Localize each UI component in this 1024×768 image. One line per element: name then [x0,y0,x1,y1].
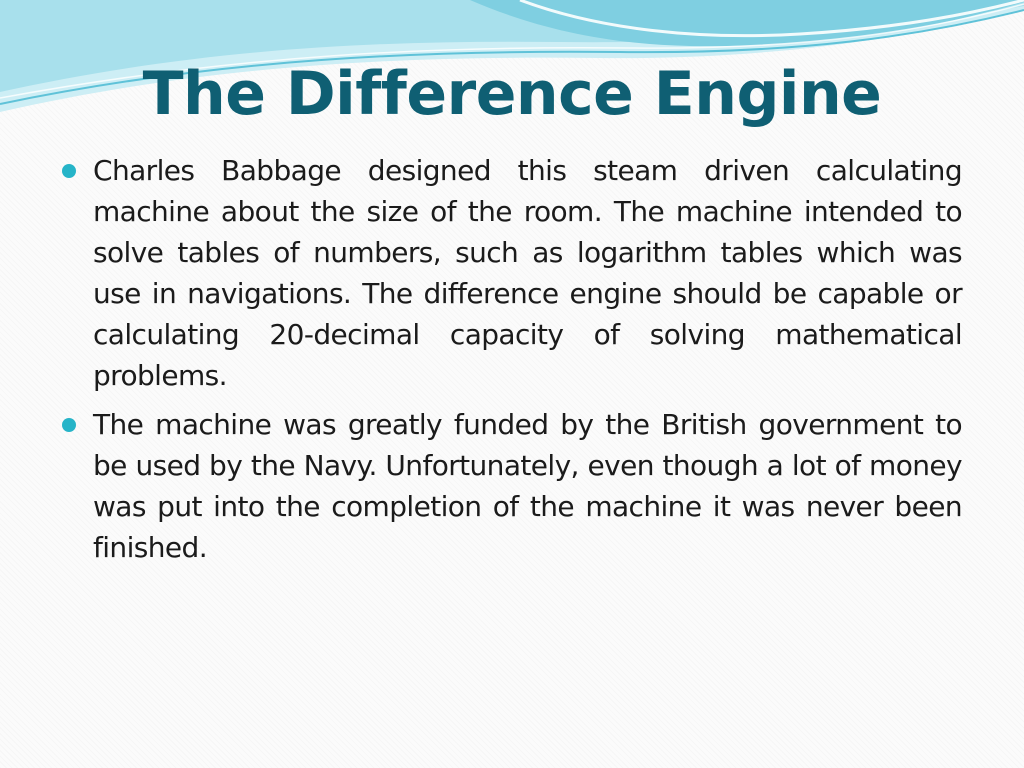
bullet-item [62,150,962,396]
slide-title: The Difference Engine [142,59,882,129]
bullet-item [62,404,962,568]
bullet-dot-icon [62,418,76,432]
bullet-text: The machine was greatly funded by the British government to be used by the Navy. Unfortunately, even though a lot of money was put into the completion of the machine it was never been finished. [93,408,962,564]
bullet-dot-icon [62,164,76,178]
bullet-list [62,150,962,576]
bullet-text: Charles Babbage designed this steam driven calculating machine about the size of the room. The machine intended to solve tables of numbers, such as logarithm tables which was use in navigations. The difference engine should be capable or calculating 20-decimal capacity of solving mathematical problems. [93,154,962,392]
